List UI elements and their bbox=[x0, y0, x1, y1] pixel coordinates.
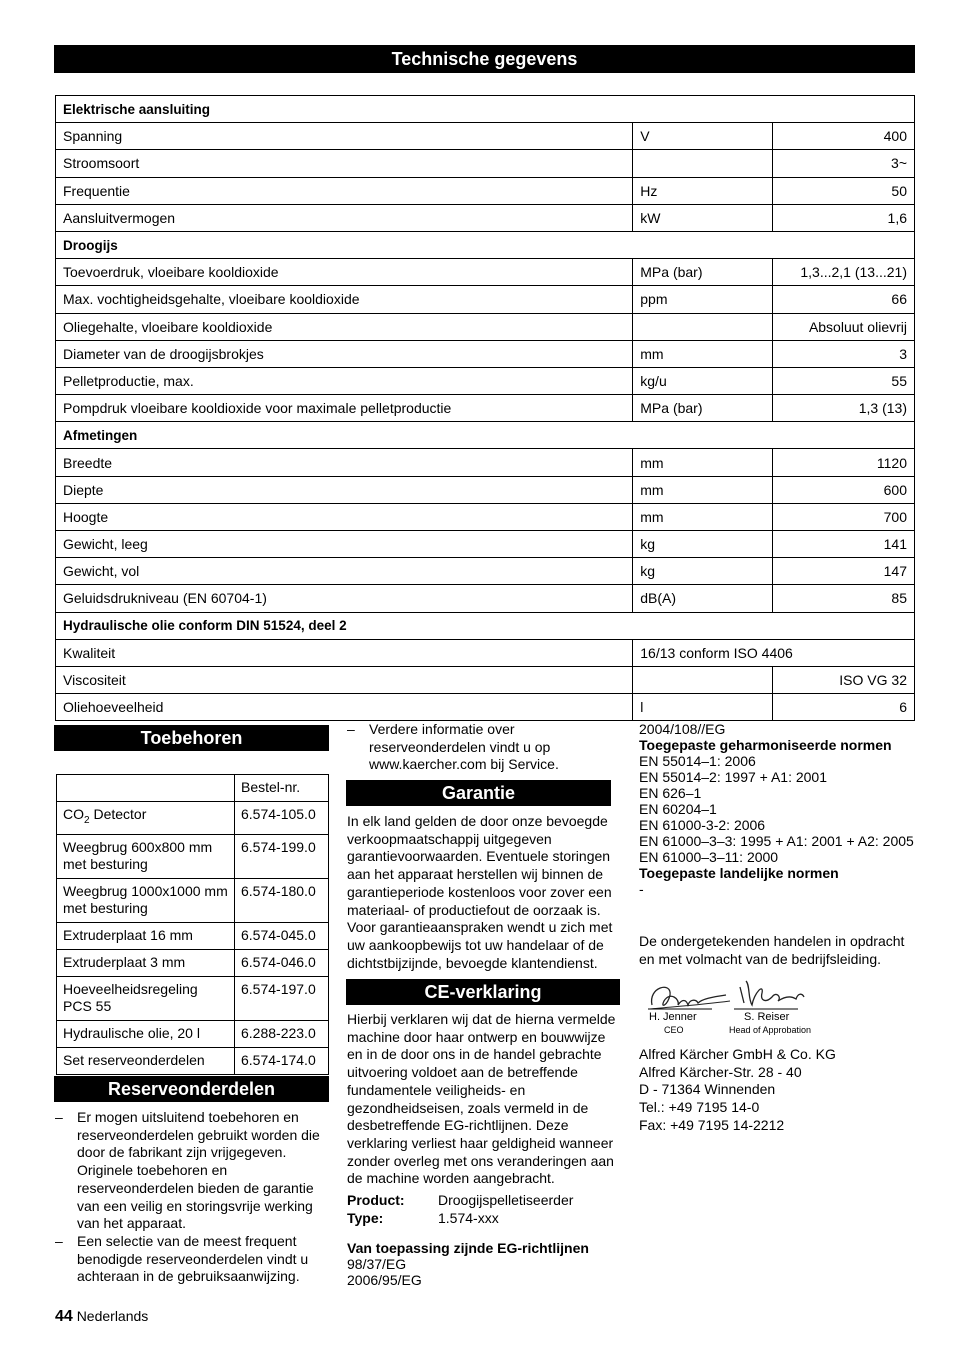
table-header-row bbox=[57, 775, 329, 802]
page-title: Technische gegevens bbox=[54, 45, 915, 73]
accessory-name: Extruderplaat 3 mm bbox=[57, 949, 235, 976]
table-row bbox=[56, 558, 915, 585]
spec-value: ISO VG 32 bbox=[773, 666, 915, 693]
footer-language: Nederlands bbox=[76, 1308, 149, 1324]
section-title: Elektrische aansluiting bbox=[56, 96, 915, 123]
section-title: Hydraulische olie conform DIN 51524, deel 2 bbox=[56, 612, 915, 639]
spec-unit: mm bbox=[633, 340, 773, 367]
spec-value: 700 bbox=[773, 503, 915, 530]
section-row bbox=[56, 96, 915, 123]
directive-item: 2004/108//EG bbox=[639, 721, 726, 737]
section-row bbox=[56, 231, 915, 258]
spec-label: Viscositeit bbox=[56, 666, 633, 693]
section-title: Afmetingen bbox=[56, 422, 915, 449]
address-line: Tel.: +49 7195 14-0 bbox=[639, 1099, 760, 1116]
table-row bbox=[57, 922, 329, 949]
table-row bbox=[56, 585, 915, 612]
spec-unit: mm bbox=[633, 503, 773, 530]
spec-value: Absoluut olievrij bbox=[773, 313, 915, 340]
spec-unit bbox=[633, 150, 773, 177]
table-row bbox=[57, 976, 329, 1020]
accessory-name: Hydraulische olie, 20 l bbox=[57, 1020, 235, 1047]
accessory-name: Hoeveelheidsregeling PCS 55 bbox=[57, 976, 235, 1020]
spec-value: 3~ bbox=[773, 150, 915, 177]
spec-unit bbox=[633, 666, 773, 693]
accessories-heading: Toebehoren bbox=[54, 725, 329, 751]
list-item: – Een selectie van de meest frequent benodigde reserveonderdelen vindt u achteraan in de gebruiksaanwijzing. bbox=[55, 1233, 330, 1286]
page-number: 44 bbox=[55, 1308, 73, 1325]
spec-label: Geluidsdrukniveau (EN 60704-1) bbox=[56, 585, 633, 612]
spec-value: 600 bbox=[773, 476, 915, 503]
accessory-order-number: 6.574-046.0 bbox=[235, 949, 329, 976]
product-value: Droogijspelletiseerder bbox=[438, 1192, 574, 1208]
spec-label: Pelletproductie, max. bbox=[56, 367, 633, 394]
table-row bbox=[56, 123, 915, 150]
spec-label: Toevoerdruk, vloeibare kooldioxide bbox=[56, 259, 633, 286]
signatures bbox=[640, 975, 840, 1041]
signer2-name: S. Reiser bbox=[744, 1011, 790, 1023]
spec-unit: ppm bbox=[633, 286, 773, 313]
spare-parts-list-2 bbox=[347, 721, 619, 774]
section-row bbox=[56, 612, 915, 639]
spec-unit: V bbox=[633, 123, 773, 150]
list-item: – Verdere informatie over reserveonderdelen vindt u op www.kaercher.com bij Service. bbox=[347, 721, 619, 774]
accessory-order-number: 6.574-199.0 bbox=[235, 834, 329, 878]
address-line: Alfred Kärcher-Str. 28 - 40 bbox=[639, 1063, 802, 1080]
standard-item: EN 55014–1: 2006 bbox=[639, 753, 756, 769]
harmonised-title: Toegepaste geharmoniseerde normen bbox=[639, 737, 892, 753]
table-row bbox=[57, 834, 329, 878]
signature-image bbox=[640, 975, 840, 1041]
spec-value: 85 bbox=[773, 585, 915, 612]
header-order-number: Bestel-nr. bbox=[235, 775, 329, 802]
co2-subscript: 2 bbox=[84, 814, 90, 826]
accessory-name: Weegbrug 600x800 mm met besturing bbox=[57, 834, 235, 878]
directives-title: Van toepassing zijnde EG-richtlijnen bbox=[347, 1240, 589, 1256]
spec-value: 147 bbox=[773, 558, 915, 585]
table-row bbox=[56, 177, 915, 204]
section-title: Droogijs bbox=[56, 231, 915, 258]
authority-text: De ondergetekenden handelen in opdracht en met volmacht van de bedrijfsleiding. bbox=[639, 933, 905, 967]
spec-value: 6 bbox=[773, 694, 915, 721]
accessory-name: Set reserveonderdelen bbox=[57, 1047, 235, 1074]
spec-value: 1120 bbox=[773, 449, 915, 476]
standard-item: EN 61000–3–11: 2000 bbox=[639, 849, 779, 865]
spec-label: Pompdruk vloeibare kooldioxide voor maximale pelletproductie bbox=[56, 395, 633, 422]
header-name-cell bbox=[57, 775, 235, 802]
product-label: Product: bbox=[347, 1192, 405, 1208]
ce-text: Hierbij verklaren wij dat de hierna vermelde machine door haar ontwerp en bouwwijze en in de door ons in de handel gebrachte uitvoering voldoet aan de betreffende fundamentele veiligheids- en gezondheidseisen, zoals vermeld in de desbetreffende EG-richtlijnen. Deze verklaring verliest haar geldigheid wanneer zonder overleg met ons veranderingen aan de machine worden aangebracht. bbox=[347, 1011, 616, 1187]
spec-label: Diameter van de droogijsbrokjes bbox=[56, 340, 633, 367]
table-row bbox=[56, 694, 915, 721]
table-row bbox=[57, 949, 329, 976]
spec-label: Gewicht, leeg bbox=[56, 531, 633, 558]
standard-item: EN 55014–2: 1997 + A1: 2001 bbox=[639, 769, 827, 785]
standard-item: EN 626–1 bbox=[639, 785, 702, 801]
spec-unit: mm bbox=[633, 476, 773, 503]
directive-item: 98/37/EG bbox=[347, 1256, 407, 1272]
spec-unit: kg bbox=[633, 531, 773, 558]
signer1-role: CEO bbox=[664, 1025, 684, 1035]
table-row bbox=[56, 639, 915, 666]
table-row bbox=[56, 204, 915, 231]
directive-item: 2006/95/EG bbox=[347, 1272, 422, 1288]
table-row bbox=[56, 531, 915, 558]
co2-prefix: CO bbox=[63, 806, 84, 822]
spec-unit: kg/u bbox=[633, 367, 773, 394]
ce-heading: CE-verklaring bbox=[346, 979, 620, 1005]
accessory-order-number: 6.574-045.0 bbox=[235, 922, 329, 949]
spec-label: Max. vochtigheidsgehalte, vloeibare kooldioxide bbox=[56, 286, 633, 313]
address-line: Fax: +49 7195 14-2212 bbox=[639, 1116, 785, 1133]
table-row bbox=[56, 259, 915, 286]
accessory-order-number: 6.288-223.0 bbox=[235, 1020, 329, 1047]
table-row bbox=[56, 340, 915, 367]
spec-unit: MPa (bar) bbox=[633, 395, 773, 422]
table-row bbox=[57, 802, 329, 835]
accessories-table bbox=[56, 774, 329, 1075]
accessory-name bbox=[57, 802, 235, 835]
spec-label: Kwaliteit bbox=[56, 639, 633, 666]
spec-unit: dB(A) bbox=[633, 585, 773, 612]
table-row bbox=[56, 395, 915, 422]
spec-value: 3 bbox=[773, 340, 915, 367]
warranty-text: In elk land gelden de door onze bevoegde verkoopmaatschappij uitgegeven garantievoorwaarden. Eventuele storingen aan het apparaat herstellen wij binnen de garantieperiode kostenloos voor zover een materiaal- of productiefout de oorzaak is. Voor garantieaanspraken wendt u zich met uw aankoopbewijs tot uw handelaar of de dichtstbijzijnde, bevoegde klantendienst. bbox=[347, 813, 613, 971]
accessory-order-number: 6.574-180.0 bbox=[235, 878, 329, 922]
table-row bbox=[56, 503, 915, 530]
spec-unit: mm bbox=[633, 449, 773, 476]
spare-parts-heading: Reserveonderdelen bbox=[54, 1076, 329, 1102]
spec-value: 1,3...2,1 (13...21) bbox=[773, 259, 915, 286]
table-row bbox=[56, 367, 915, 394]
spec-label: Aansluitvermogen bbox=[56, 204, 633, 231]
table-row bbox=[57, 1047, 329, 1074]
spec-unit: MPa (bar) bbox=[633, 259, 773, 286]
warranty-heading: Garantie bbox=[346, 780, 611, 806]
spec-unit: Hz bbox=[633, 177, 773, 204]
table-row bbox=[56, 313, 915, 340]
spec-value: 16/13 conform ISO 4406 bbox=[633, 639, 915, 666]
product-info bbox=[347, 1192, 621, 1227]
national-title: Toegepaste landelijke normen bbox=[639, 865, 839, 881]
spec-label: Stroomsoort bbox=[56, 150, 633, 177]
accessory-name: Extruderplaat 16 mm bbox=[57, 922, 235, 949]
section-row bbox=[56, 422, 915, 449]
table-row bbox=[56, 449, 915, 476]
spec-unit: kW bbox=[633, 204, 773, 231]
table-row bbox=[56, 150, 915, 177]
table-row bbox=[56, 666, 915, 693]
spec-value: 66 bbox=[773, 286, 915, 313]
co2-suffix: Detector bbox=[89, 806, 147, 822]
national-value: - bbox=[639, 881, 644, 897]
spec-unit bbox=[633, 313, 773, 340]
standard-item: EN 61000–3–3: 1995 + A1: 2001 + A2: 2005 bbox=[639, 833, 914, 849]
accessory-order-number: 6.574-105.0 bbox=[235, 802, 329, 835]
page-footer bbox=[55, 1308, 148, 1326]
spec-label: Oliegehalte, vloeibare kooldioxide bbox=[56, 313, 633, 340]
signer1-name: H. Jenner bbox=[649, 1011, 697, 1023]
accessory-order-number: 6.574-174.0 bbox=[235, 1047, 329, 1074]
standard-item: EN 60204–1 bbox=[639, 801, 717, 817]
table-row bbox=[56, 476, 915, 503]
table-row bbox=[56, 286, 915, 313]
company-address bbox=[639, 1046, 915, 1135]
address-line: Alfred Kärcher GmbH & Co. KG bbox=[639, 1046, 836, 1062]
spec-value: 141 bbox=[773, 531, 915, 558]
type-value: 1.574-xxx bbox=[438, 1209, 499, 1226]
signer2-role: Head of Approbation bbox=[729, 1025, 812, 1035]
spec-label: Breedte bbox=[56, 449, 633, 476]
spec-label: Frequentie bbox=[56, 177, 633, 204]
spec-label: Oliehoeveelheid bbox=[56, 694, 633, 721]
list-item: – Er mogen uitsluitend toebehoren en reserveonderdelen gebruikt worden die door de fabrikant zijn vrijgegeven. Originele toebehoren en reserveonderdelen bieden de garantie van een veilig en storingsvrije werking van het apparaat. bbox=[55, 1109, 330, 1233]
accessory-order-number: 6.574-197.0 bbox=[235, 976, 329, 1020]
technical-data-table bbox=[55, 95, 915, 721]
type-label: Type: bbox=[347, 1209, 384, 1226]
spec-label: Spanning bbox=[56, 123, 633, 150]
standards-block bbox=[639, 721, 915, 897]
spec-label: Hoogte bbox=[56, 503, 633, 530]
spec-value: 50 bbox=[773, 177, 915, 204]
spec-value: 1,6 bbox=[773, 204, 915, 231]
spec-unit: kg bbox=[633, 558, 773, 585]
accessory-name: Weegbrug 1000x1000 mm met besturing bbox=[57, 878, 235, 922]
table-row bbox=[57, 1020, 329, 1047]
spec-value: 55 bbox=[773, 367, 915, 394]
table-row bbox=[57, 878, 329, 922]
spec-label: Gewicht, vol bbox=[56, 558, 633, 585]
spec-unit: l bbox=[633, 694, 773, 721]
standard-item: EN 61000-3-2: 2006 bbox=[639, 817, 766, 833]
directives-block bbox=[347, 1240, 621, 1288]
spec-label: Diepte bbox=[56, 476, 633, 503]
spare-parts-list-1 bbox=[55, 1109, 330, 1286]
spec-value: 400 bbox=[773, 123, 915, 150]
spec-value: 1,3 (13) bbox=[773, 395, 915, 422]
address-line: D - 71364 Winnenden bbox=[639, 1081, 776, 1098]
